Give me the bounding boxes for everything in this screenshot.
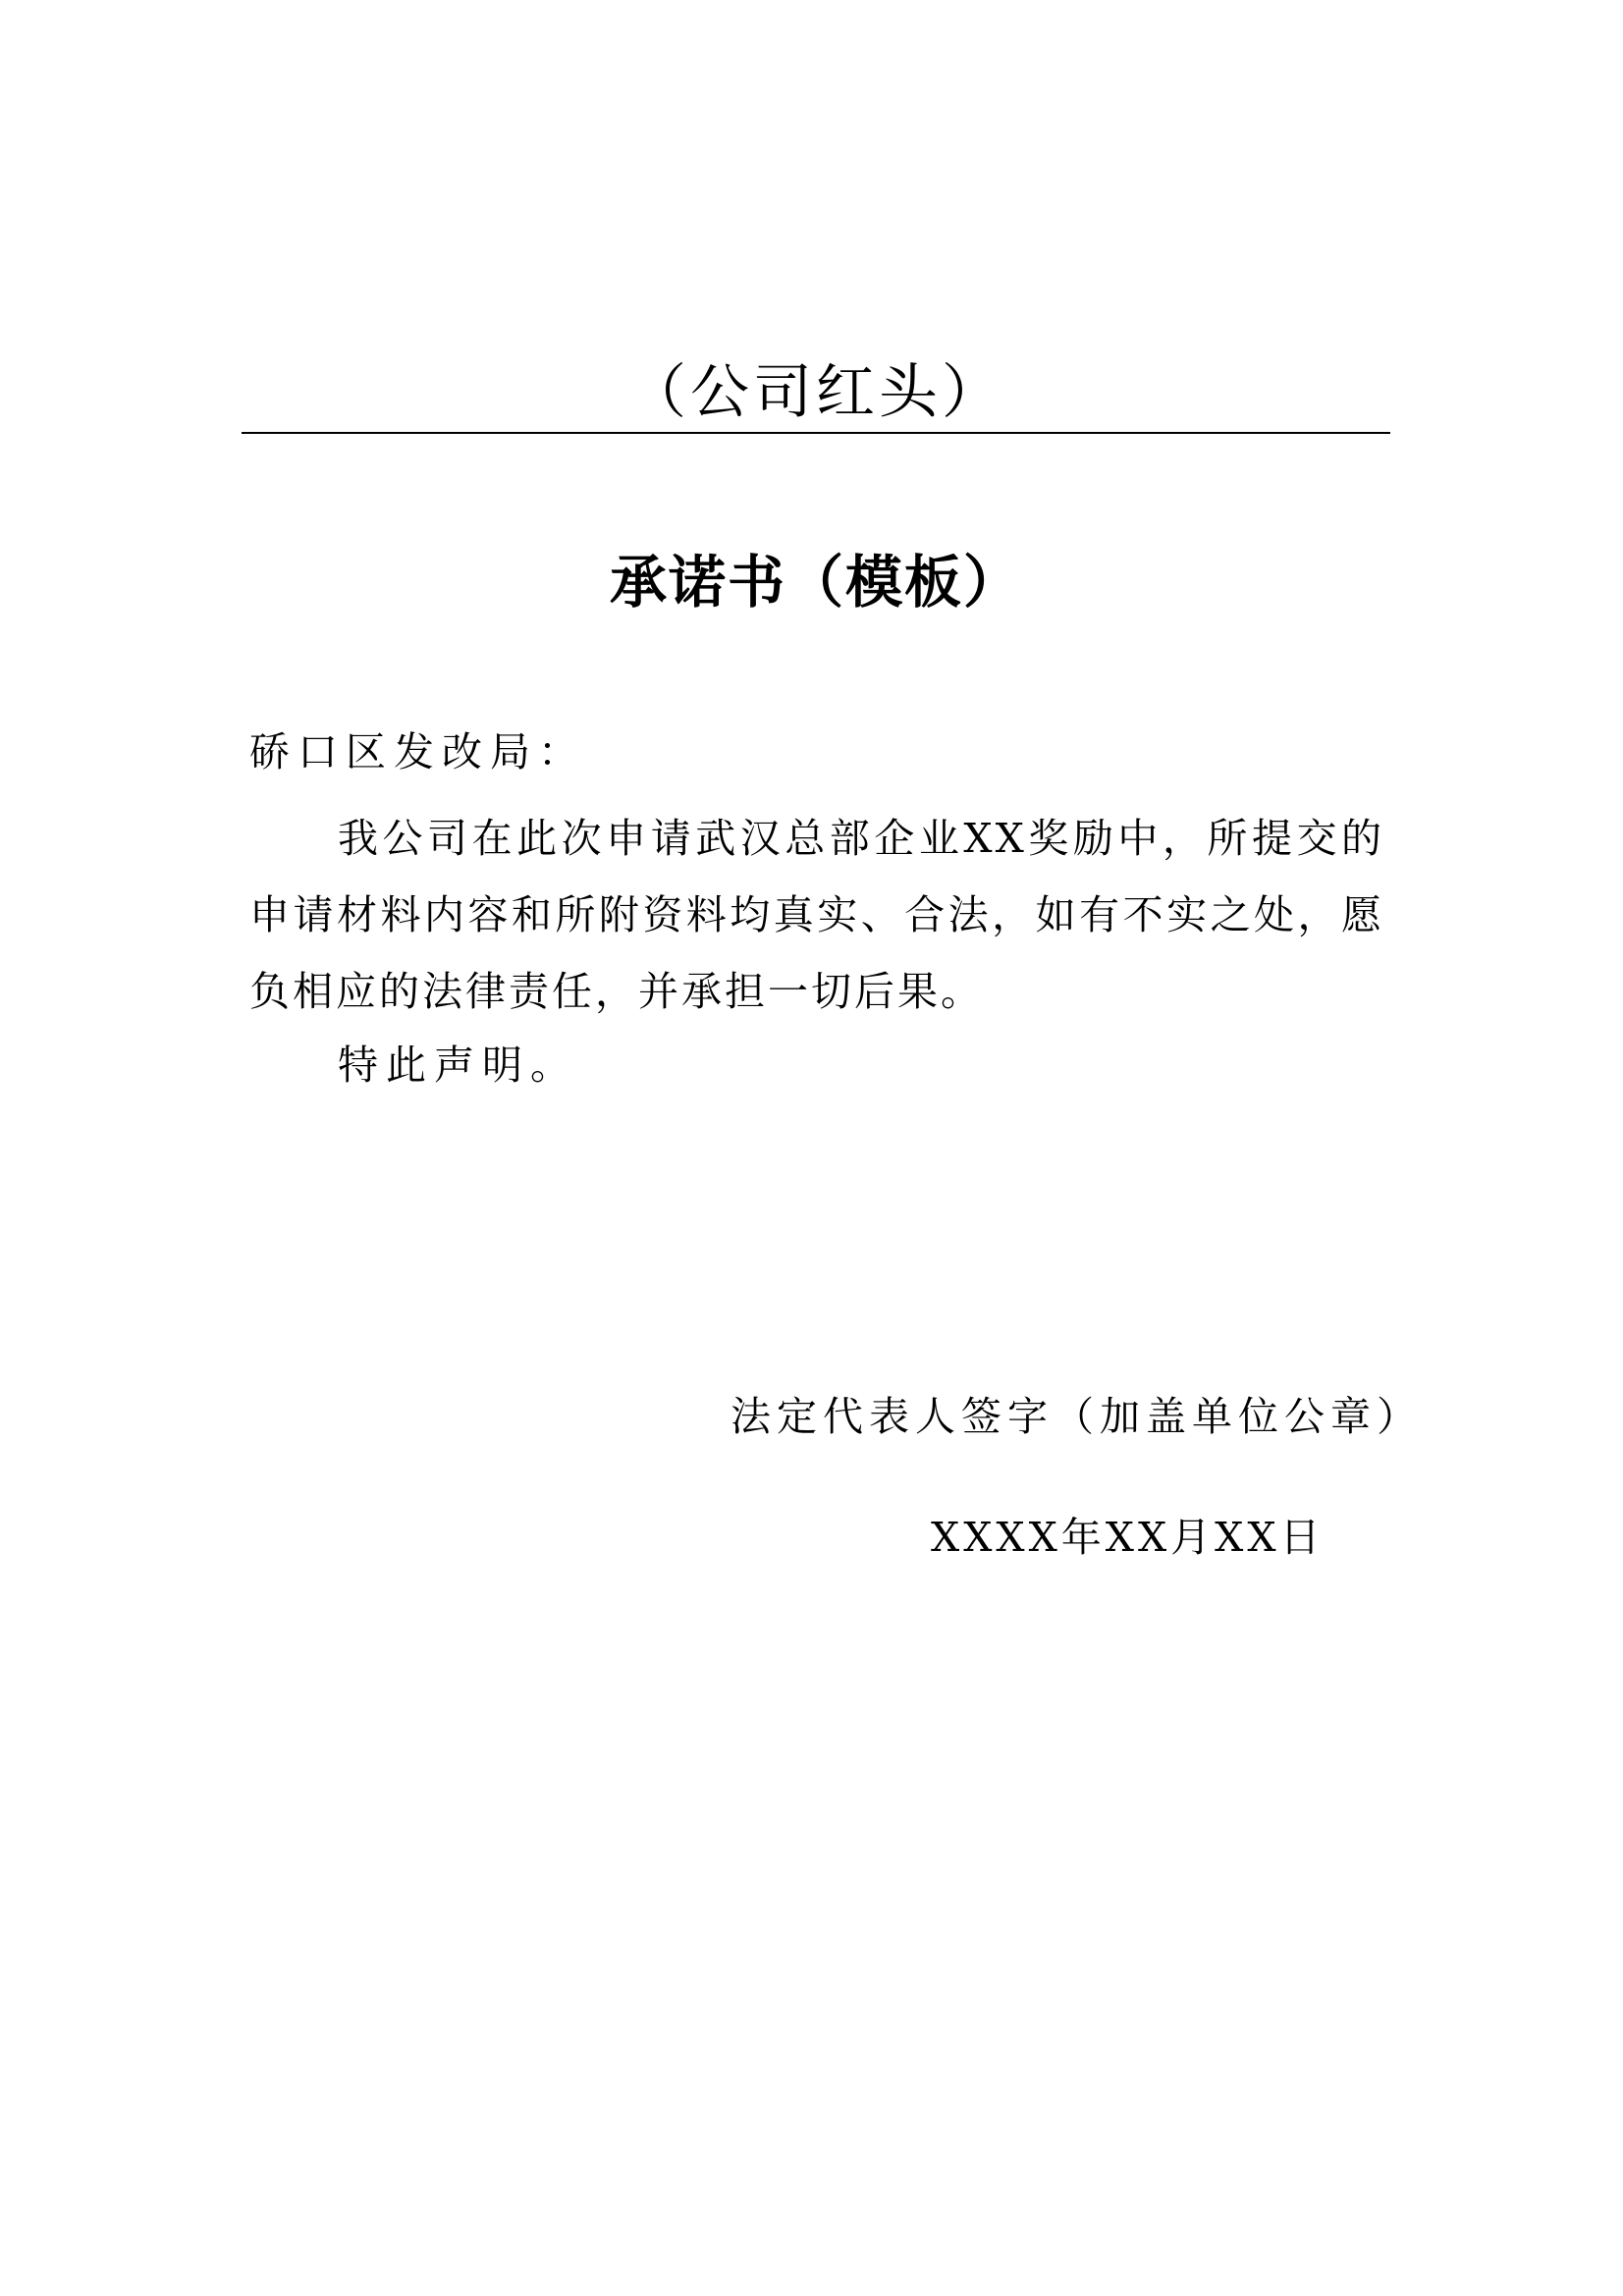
letterhead-divider bbox=[242, 432, 1390, 434]
salutation: 硚口区发改局： bbox=[249, 728, 586, 775]
signature-line: 法定代表人签字（加盖单位公章） bbox=[730, 1393, 1423, 1440]
date-line: XXXX年XX月XX日 bbox=[931, 1514, 1325, 1561]
document-title: 承诺书（模板） bbox=[609, 549, 1022, 615]
body-paragraph: 我公司在此次申请武汉总部企业XX奖励中，所提交的申请材料内容和所附资料均真实、合法，如有不实之处，愿负相应的法律责任，并承担一切后果。 bbox=[249, 815, 1384, 1015]
company-letterhead: （公司红头） bbox=[627, 358, 1004, 427]
closing-statement: 特此声明。 bbox=[338, 1041, 578, 1089]
